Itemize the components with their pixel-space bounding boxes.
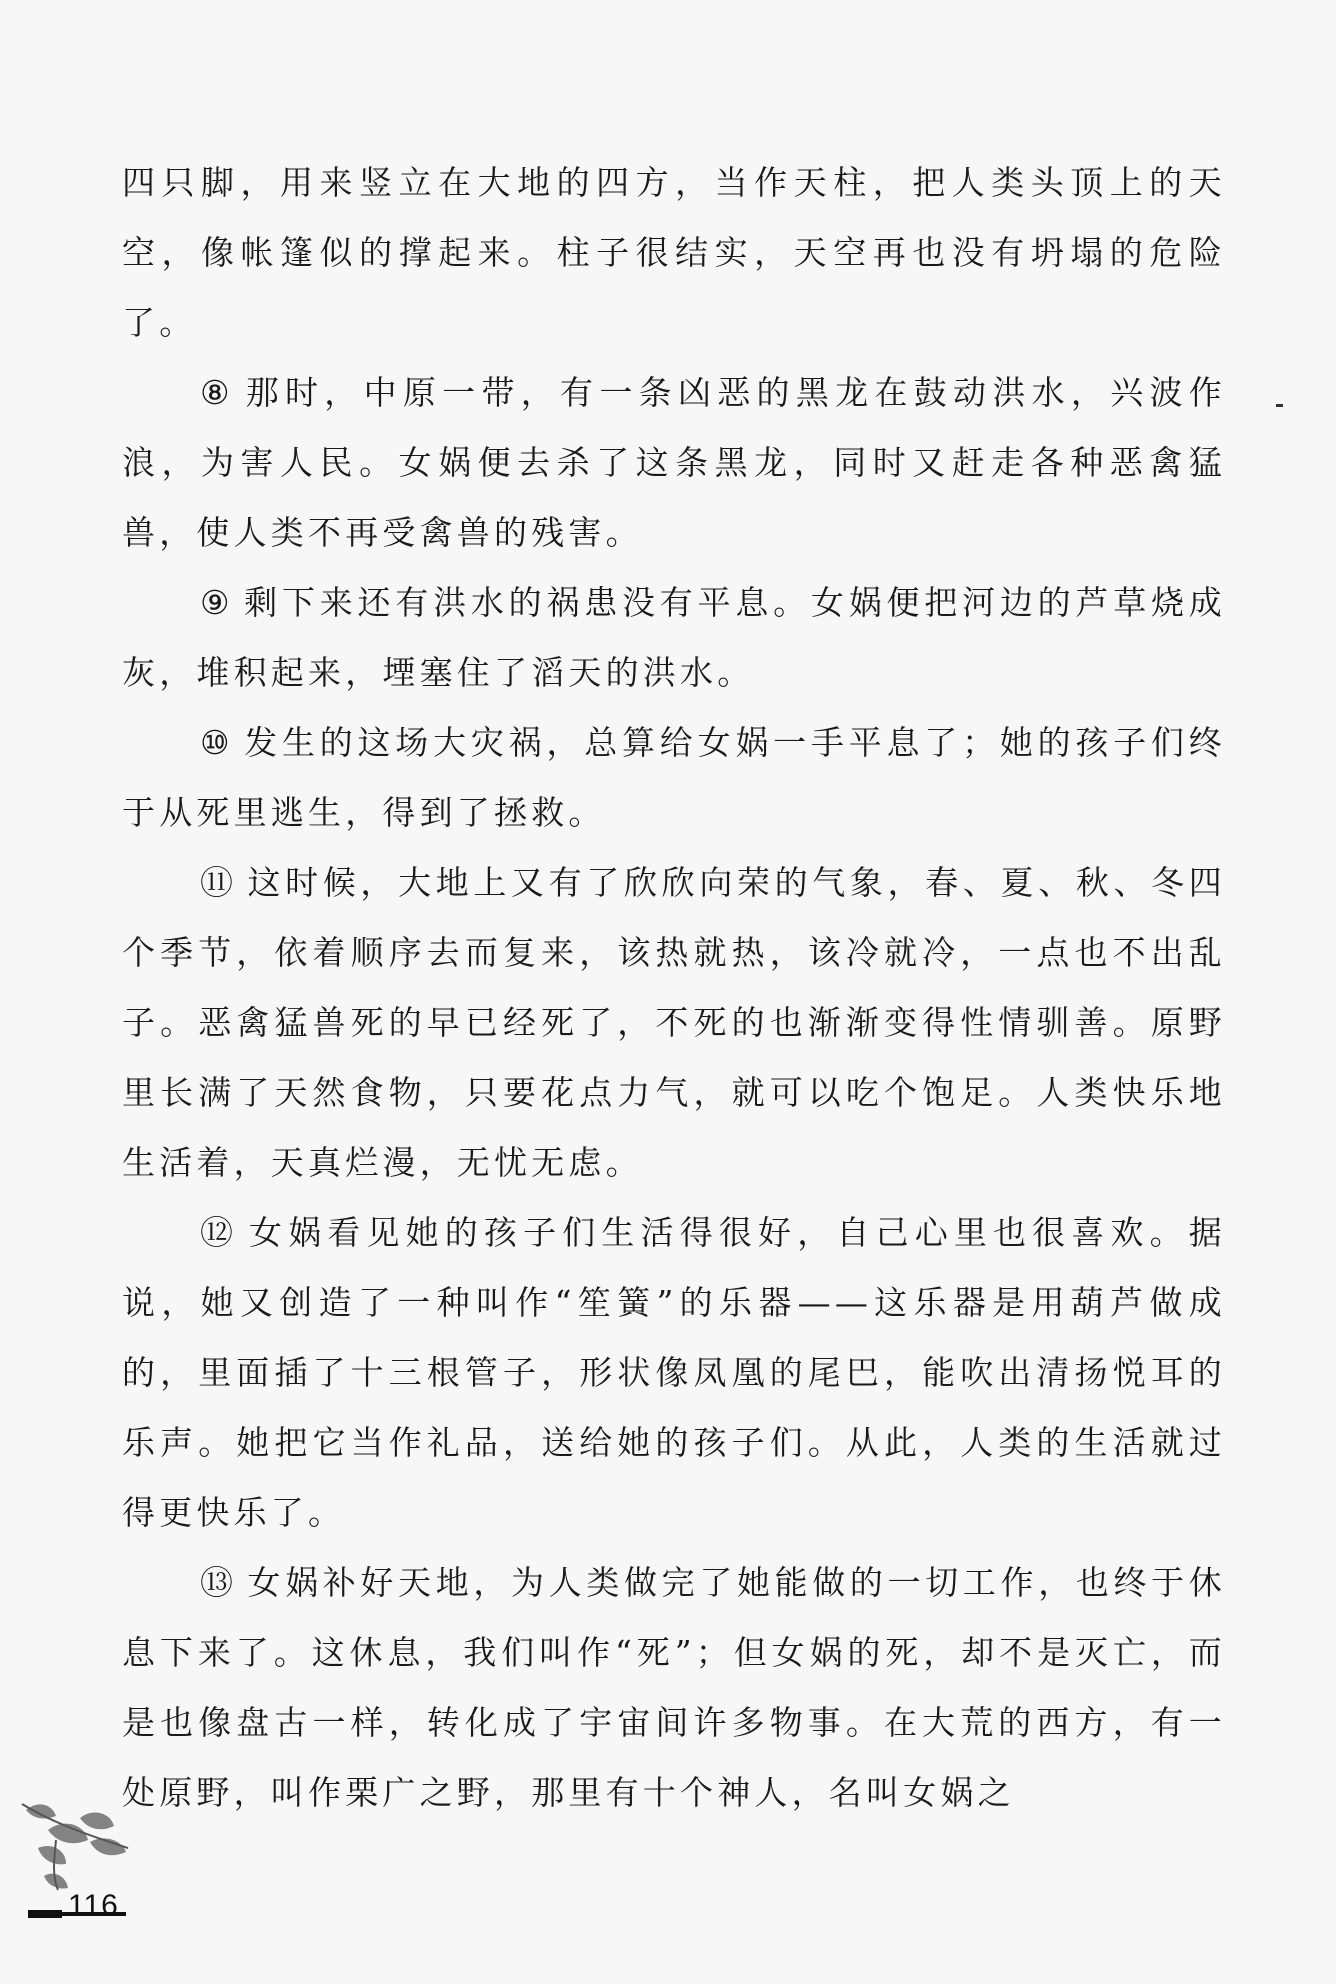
paragraph-number: ⑨ bbox=[200, 583, 231, 622]
paragraph-11 bbox=[122, 848, 1226, 1198]
paragraph-number: ⑩ bbox=[200, 723, 231, 762]
page-number: 116 bbox=[68, 1889, 119, 1922]
margin-mark bbox=[1276, 404, 1283, 407]
paragraph-text: 剩下来还有洪水的祸患没有平息。女娲便把河边的芦草烧成灰，堆积起来，堙塞住了滔天的洪水。 bbox=[122, 583, 1226, 692]
paragraph-text: 女娲补好天地，为人类做完了她能做的一切工作，也终于休息下来了。这休息，我们叫作“死”；但女娲的死，却不是灭亡，而是也像盘古一样，转化成了宇宙间许多物事。在大荒的西方，有一处原野，叫作栗广之野，那里有十个神人，名叫女娲之 bbox=[122, 1563, 1227, 1812]
paragraph-text: 四只脚，用来竖立在大地的四方，当作天柱，把人类头顶上的天空，像帐篷似的撑起来。柱子很结实，天空再也没有坍塌的危险了。 bbox=[122, 163, 1226, 342]
paragraph-13 bbox=[122, 1548, 1226, 1828]
paragraph-8 bbox=[122, 358, 1226, 568]
body-text bbox=[122, 148, 1226, 1828]
paragraph-number: ⑪ bbox=[200, 863, 234, 902]
paragraph-number: ⑧ bbox=[200, 373, 232, 412]
paragraph-number: ⑫ bbox=[200, 1213, 235, 1252]
paragraph-text: 女娲看见她的孩子们生活得很好，自己心里也很喜欢。据说，她又创造了一种叫作“笙簧”的乐器——这乐器是用葫芦做成的，里面插了十三根管子，形状像凤凰的尾巴，能吹出清扬悦耳的乐声。她把它当作礼品，送给她的孩子们。从此，人类的生活就过得更快乐了。 bbox=[122, 1213, 1227, 1532]
paragraph-number: ⑬ bbox=[200, 1563, 234, 1602]
paragraph-10 bbox=[122, 708, 1226, 848]
paragraph-continued bbox=[122, 148, 1226, 358]
paragraph-9 bbox=[122, 568, 1226, 708]
paragraph-12 bbox=[122, 1198, 1226, 1548]
paragraph-text: 那时，中原一带，有一条凶恶的黑龙在鼓动洪水，兴波作浪，为害人民。女娲便去杀了这条黑龙，同时又赶走各种恶禽猛兽，使人类不再受禽兽的残害。 bbox=[122, 373, 1226, 552]
paragraph-text: 这时候，大地上又有了欣欣向荣的气象，春、夏、秋、冬四个季节，依着顺序去而复来，该热就热，该冷就冷，一点也不出乱子。恶禽猛兽死的早已经死了，不死的也渐渐变得性情驯善。原野里长满了天然食物，只要花点力气，就可以吃个饱足。人类快乐地生活着，天真烂漫，无忧无虑。 bbox=[122, 863, 1227, 1182]
paragraph-text: 发生的这场大灾祸，总算给女娲一手平息了；她的孩子们终于从死里逃生，得到了拯救。 bbox=[122, 723, 1226, 832]
